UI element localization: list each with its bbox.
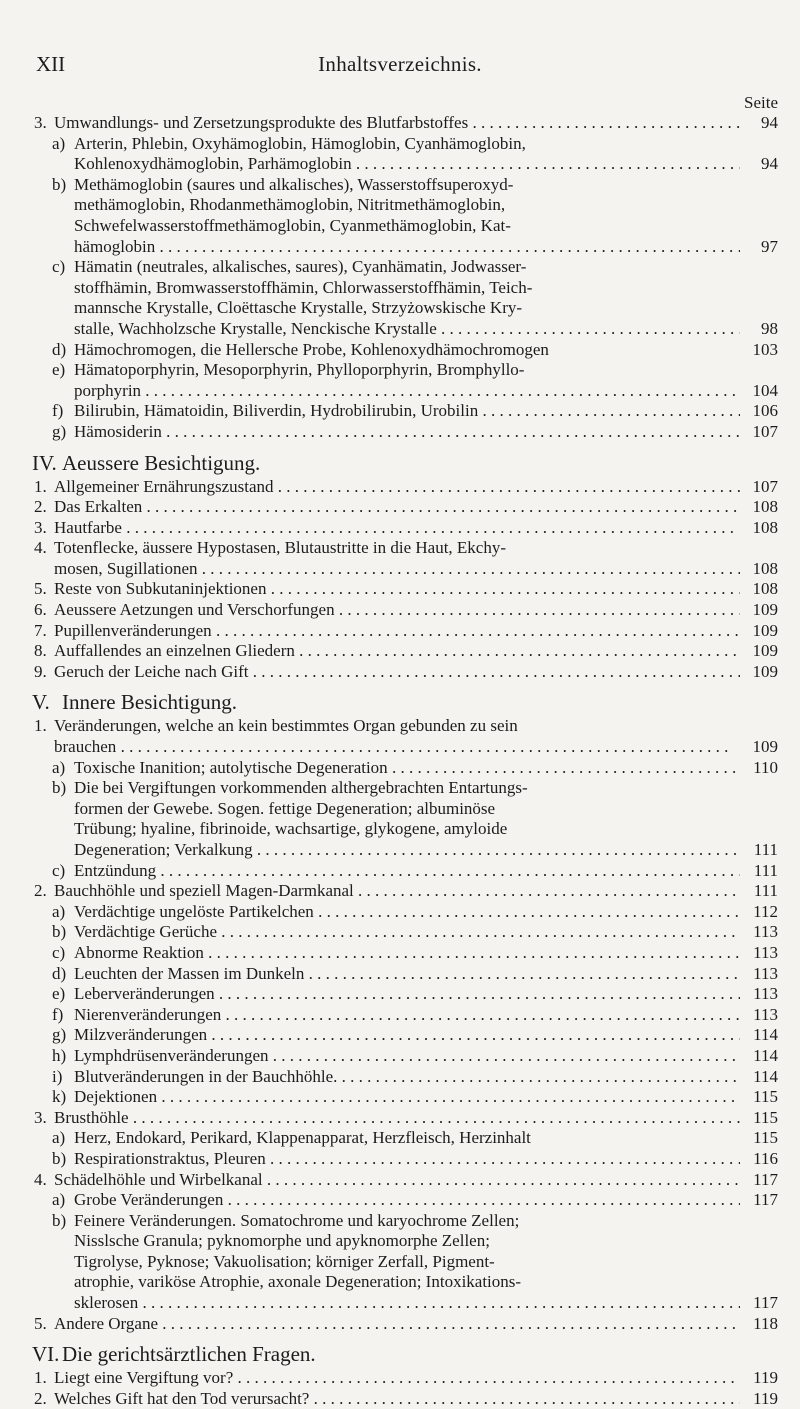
entry-text [74,257,740,278]
entry-text-line: Schwefelwasserstoffmethämoglobin, Cyanmethämoglobin, Kat- [74,215,511,235]
entry-text-line: Schädelhöhle und Wirbelkanal . . . [54,1170,740,1189]
entry-text-line: brauchen . . . [54,737,728,756]
entry-text-line: Hämatoporphyrin, Mesoporphyrin, Phylloporphyrin, Bromphyllo- [74,360,525,380]
entry-text [54,518,740,539]
entry-text [74,340,740,361]
entry-number: 4. [34,538,47,558]
entry-text-line: porphyrin . . . [74,381,740,400]
entry-text-line: Dejektionen . . . [74,1087,740,1106]
entry-text-line: methämoglobin, Rhodanmethämoglobin, Nitritmethämoglobin, [74,195,506,215]
toc-entry-line [34,737,778,758]
entry-text [74,778,740,799]
toc-entry-line [34,1389,778,1409]
entry-number: 3. [34,113,47,132]
entry-number: f) [52,1004,64,1024]
entry-page-number: 113 [753,1004,778,1024]
entry-page-number: 108 [752,579,778,599]
toc-entry-line [34,579,778,600]
entry-text-line: mannsche Krystalle, Cloëttasche Krystalle, Strzyżowskische Kry- [74,298,523,318]
toc-entry-line [34,778,778,799]
toc-entry-line [34,1170,778,1191]
page-number: XII [36,52,66,76]
entry-number: 1. [34,476,47,496]
toc-entry-line [34,840,778,861]
toc-entry-line [34,799,778,820]
entry-number: 4. [34,1169,47,1189]
entry-text [54,497,740,518]
toc-entry-line [34,902,778,923]
toc-entry-line [34,1067,778,1088]
entry-text-line: Methämoglobin (saures und alkalisches), Wasserstoffsuperoxyd- [74,174,514,194]
entry-number: a) [52,133,66,153]
entry-text [74,902,740,923]
toc-entry-line [34,819,778,840]
entry-text [74,758,740,779]
entry-number: a) [52,1190,66,1210]
section-heading [34,451,778,477]
toc-entry-line [34,1231,778,1252]
toc-entry-line [34,278,778,299]
section-heading [34,690,778,716]
entry-text-line: Blutveränderungen in der Bauchhöhle. . . . [74,1067,740,1086]
section-numeral: IV. [32,450,57,475]
entry-page-number: 115 [753,1107,778,1127]
entry-text-line: Welches Gift hat den Tod verursacht? . . . [54,1389,740,1408]
entry-text-line: Hämosiderin . . . [74,422,740,441]
entry-text [54,538,740,559]
entry-text-line: Hämochromogen, die Hellersche Probe, Kohlenoxydhämochromogen [74,339,549,359]
entry-text-line: Liegt eine Vergiftung vor? . . . [54,1368,740,1387]
entry-number: k) [52,1087,67,1107]
entry-text [74,1025,740,1046]
entry-page-number: 113 [753,942,778,962]
page-title: Inhaltsverzeichnis. [318,52,482,76]
entry-text [74,195,740,216]
entry-page-number: 109 [752,620,778,640]
toc-entry-line [34,621,778,642]
entry-number: 6. [34,600,47,620]
entry-text [74,360,740,381]
entry-text-line: stoffhämin, Bromwasserstoffhämin, Chlorwasserstoffhämin, Teich- [74,277,533,297]
entry-page-number: 119 [753,1368,778,1388]
toc-entry-line [34,559,778,580]
entry-text [54,477,740,498]
toc-entry-line [34,641,778,662]
entry-text [74,1046,740,1067]
entry-text-line: Verdächtige ungelöste Partikelchen . . . [74,902,740,921]
page-column-label: Seite [744,93,778,112]
entry-page-number: 94 [761,113,778,132]
section-numeral: V. [32,690,50,715]
entry-number: a) [52,901,66,921]
toc-entry-line [34,1087,778,1108]
entry-text-line: Milzveränderungen . . . [74,1025,740,1044]
toc-entry-line [34,964,778,985]
entry-text-line: Umwandlungs- und Zersetzungsprodukte des Blutfarbstoffes . . . [54,113,740,132]
entry-text [74,319,740,340]
entry-number: 5. [34,1313,47,1333]
toc-section [34,1342,778,1409]
entry-text [74,422,740,443]
entry-number: 3. [34,517,47,537]
entry-text-line: Das Erkalten . . . [54,497,740,516]
entry-text [54,737,740,758]
entry-text [54,1368,740,1389]
entry-number: d) [52,339,67,359]
entry-number: 2. [34,497,47,517]
toc-entry-line [34,518,778,539]
entry-text [74,1231,740,1252]
entry-text [54,621,740,642]
entry-number: b) [52,778,67,798]
entry-text [74,1211,740,1232]
toc-entry-line [34,922,778,943]
entry-text-line: Herz, Endokard, Perikard, Klappenapparat, Herzfleisch, Herzinhalt [74,1128,531,1148]
entry-page-number: 111 [753,860,778,880]
entry-number: 8. [34,641,47,661]
entry-text-line: Leberveränderungen . . . [74,984,740,1003]
entry-page-number: 117 [753,1169,778,1189]
entry-text [74,216,740,237]
entry-text-line: Bauchhöhle und speziell Magen-Darmkanal . . . [54,881,740,900]
table-of-contents [34,113,778,1409]
entry-number: 7. [34,620,47,640]
entry-page-number: 111 [753,881,778,901]
toc-entry-line [34,861,778,882]
entry-text [54,662,740,683]
toc-entry-line [34,1211,778,1232]
toc-entry-line [34,401,778,422]
entry-page-number: 107 [752,476,778,496]
section-numeral: VI. [32,1342,60,1367]
entry-number: c) [52,257,66,277]
entry-text-line: Abnorme Reaktion . . . [74,943,740,962]
toc-entry-line [34,422,778,443]
entry-page-number: 108 [752,517,778,537]
entry-text-line: Degeneration; Verkalkung . . . [74,840,740,859]
entry-page-number: 108 [752,558,778,578]
entry-text [74,134,740,155]
toc-entry-line [34,1128,778,1149]
entry-text [74,943,740,964]
entry-text-line: Brusthöhle . . . [54,1108,740,1127]
entry-number: g) [52,421,67,441]
entry-text [74,861,740,882]
entry-text-line: Hämatin (neutrales, alkalisches, saures), Cyanhämatin, Jodwasser- [74,257,527,277]
entry-number: a) [52,1128,66,1148]
entry-text-line: Trübung; hyaline, fibrinoide, wachsartige, glykogene, amyloide [74,819,508,839]
toc-section [34,113,778,443]
toc-section [34,690,778,1334]
entry-page-number: 97 [761,236,778,256]
entry-text [54,113,740,134]
running-header [0,52,800,80]
entry-page-number: 106 [752,401,778,421]
entry-number: c) [52,860,66,880]
entry-text-line: Bilirubin, Hämatoidin, Biliverdin, Hydrobilirubin, Urobilin . . . [74,401,740,420]
entry-page-number: 112 [753,901,778,921]
toc-entry-line [34,1272,778,1293]
entry-number: 2. [34,1388,47,1408]
toc-entry-line [34,1149,778,1170]
toc-entry-line [34,381,778,402]
toc-entry-line [34,538,778,559]
toc-entry-line [34,195,778,216]
toc-entry-line [34,216,778,237]
entry-page-number: 114 [753,1025,778,1045]
entry-text-line: hämoglobin . . . [74,237,740,256]
entry-text-line: Arterin, Phlebin, Oxyhämoglobin, Hämoglobin, Cyanhämoglobin, [74,133,526,153]
entry-number: 3. [34,1107,47,1127]
entry-text [74,401,740,422]
entry-text [74,922,740,943]
entry-text-line: Geruch der Leiche nach Gift . . . [54,662,740,681]
entry-number: c) [52,942,66,962]
entry-text [74,799,740,820]
entry-text [54,1108,740,1129]
toc-entry-line [34,340,778,361]
toc-entry-line [34,1025,778,1046]
toc-entry-line [34,175,778,196]
entry-number: g) [52,1025,67,1045]
entry-number: b) [52,1148,67,1168]
entry-page-number: 115 [753,1128,778,1148]
entry-text [74,154,740,175]
entry-text-line: mosen, Sugillationen . . . [54,559,740,578]
entry-page-number: 109 [752,600,778,620]
entry-number: a) [52,757,66,777]
entry-text [54,1389,740,1409]
entry-text-line: Pupillenveränderungen . . . [54,621,740,640]
entry-text [74,237,740,258]
entry-page-number: 117 [753,1190,778,1210]
entry-text-line: Toxische Inanition; autolytische Degeneration . . . [74,758,740,777]
toc-entry-line [34,1252,778,1273]
entry-page-number: 98 [761,318,778,338]
entry-text-line: Leuchten der Massen im Dunkeln . . . [74,964,740,983]
entry-text [74,298,740,319]
entry-text-line: Die bei Vergiftungen vorkommenden althergebrachten Entartungs- [74,778,528,798]
entry-page-number: 111 [753,840,778,859]
toc-entry-line [34,497,778,518]
entry-number: 9. [34,661,47,681]
entry-text-line: Feinere Veränderungen. Somatochrome und karyochrome Zellen; [74,1210,520,1230]
entry-number: f) [52,401,64,421]
entry-page-number: 119 [753,1388,778,1408]
entry-text [74,1067,740,1088]
entry-page-number: 117 [753,1293,778,1313]
entry-text [74,278,740,299]
entry-page-number: 116 [753,1148,778,1168]
entry-page-number: 115 [753,1087,778,1107]
entry-text-line: Verdächtige Gerüche . . . [74,922,740,941]
entry-page-number: 109 [752,661,778,681]
entry-page-number: 118 [753,1313,778,1333]
toc-entry-line [34,1314,778,1335]
entry-number: i) [52,1066,63,1086]
entry-number: 2. [34,881,47,901]
entry-page-number: 103 [752,339,778,359]
toc-entry-line [34,360,778,381]
entry-text [54,559,740,580]
toc-entry-line [34,1368,778,1389]
entry-text-line: Andere Organe . . . [54,1314,740,1333]
entry-text [74,1005,740,1026]
entry-text-line: Allgemeiner Ernährungszustand . . . [54,477,740,496]
entry-page-number: 113 [753,963,778,983]
toc-entry-line [34,1005,778,1026]
entry-text [74,1272,740,1293]
toc-entry-line [34,477,778,498]
entry-text [74,175,740,196]
entry-number: e) [52,984,66,1004]
entry-number: 5. [34,579,47,599]
entry-text-line: Lymphdrüsenveränderungen . . . [74,1046,740,1065]
entry-text-line: atrophie, variköse Atrophie, axonale Degeneration; Intoxikations- [74,1272,522,1292]
entry-number: 1. [34,1368,47,1388]
entry-number: b) [52,1210,67,1230]
entry-number: h) [52,1045,67,1065]
toc-entry-line [34,662,778,683]
entry-page-number: 114 [753,1066,778,1086]
entry-text [74,1190,740,1211]
toc-entry-line [34,984,778,1005]
entry-text-line: Auffallendes an einzelnen Gliedern . . . [54,641,740,660]
entry-text-line: sklerosen . . . [74,1293,740,1312]
toc-entry-line [34,1190,778,1211]
entry-text-line: Kohlenoxydhämoglobin, Parhämoglobin . . . [74,154,740,173]
toc-section [34,451,778,683]
entry-text [54,579,740,600]
entry-page-number: 113 [753,984,778,1004]
entry-text-line: Totenflecke, äussere Hypostasen, Blutaustritte in die Haut, Ekchy- [54,538,507,558]
entry-text-line: Nisslsche Granula; pyknomorphe und apyknomorphe Zellen; [74,1231,490,1251]
toc-entry-line [34,113,778,134]
toc-entry-line [34,237,778,258]
entry-page-number: 109 [752,737,778,757]
entry-page-number: 108 [752,497,778,517]
entry-number: 1. [34,716,47,736]
entry-page-number: 94 [761,154,778,174]
entry-text [74,1252,740,1273]
entry-text-line: Grobe Veränderungen . . . [74,1190,740,1209]
toc-entry-line [34,758,778,779]
entry-page-number: 107 [752,421,778,441]
entry-text [54,600,740,621]
entry-text [74,381,740,402]
entry-text-line: Respirationstraktus, Pleuren . . . [74,1149,740,1168]
entry-text-line: Hautfarbe . . . [54,518,734,537]
toc-entry-line [34,716,778,737]
entry-text-line: Tigrolyse, Pyknose; Vakuolisation; körniger Zerfall, Pigment- [74,1251,495,1271]
entry-text-line: formen der Gewebe. Sogen. fettige Degeneration; albuminöse [74,798,496,818]
entry-page-number: 114 [753,1045,778,1065]
section-heading [34,1342,778,1368]
entry-page-number: 110 [753,757,778,777]
entry-text-line: stalle, Wachholzsche Krystalle, Nenckische Krystalle . . . [74,319,740,338]
entry-text [54,1170,740,1191]
entry-text-line: Veränderungen, welche an kein bestimmtes Organ gebunden zu sein [54,716,518,736]
toc-entry-line [34,943,778,964]
toc-entry-line [34,1293,778,1314]
entry-page-number: 113 [753,922,778,942]
toc-entry-line [34,1108,778,1129]
entry-text [74,984,740,1005]
entry-number: b) [52,922,67,942]
entry-text [74,819,740,840]
entry-page-number: 104 [752,380,778,400]
section-title: Aeussere Besichtigung. [62,450,261,475]
toc-entry-line [34,319,778,340]
entry-text-line: Entzündung . . . [74,861,740,880]
entry-text [54,1314,740,1335]
entry-number: b) [52,174,67,194]
toc-entry-line [34,600,778,621]
toc-entry-line [34,134,778,155]
section-title: Die gerichtsärztlichen Fragen. [62,1342,316,1367]
entry-text [54,641,740,662]
toc-entry-line [34,1046,778,1067]
toc-entry-line [34,154,778,175]
entry-number: e) [52,360,66,380]
entry-number: d) [52,963,67,983]
entry-page-number: 109 [752,641,778,661]
entry-text [54,881,740,902]
toc-entry-line [34,257,778,278]
entry-text [74,1149,740,1170]
entry-text [74,1128,740,1149]
entry-text-line: Aeussere Aetzungen und Verschorfungen . . . [54,600,740,619]
section-title: Innere Besichtigung. [62,690,237,715]
entry-text [74,964,740,985]
toc-entry-line [34,881,778,902]
entry-text [74,1293,740,1314]
entry-text [74,840,740,861]
toc-entry-line [34,298,778,319]
entry-text [54,716,740,737]
entry-text-line: Nierenveränderungen . . . [74,1005,740,1024]
entry-text [74,1087,740,1108]
entry-text-line: Reste von Subkutaninjektionen . . . [54,579,740,598]
